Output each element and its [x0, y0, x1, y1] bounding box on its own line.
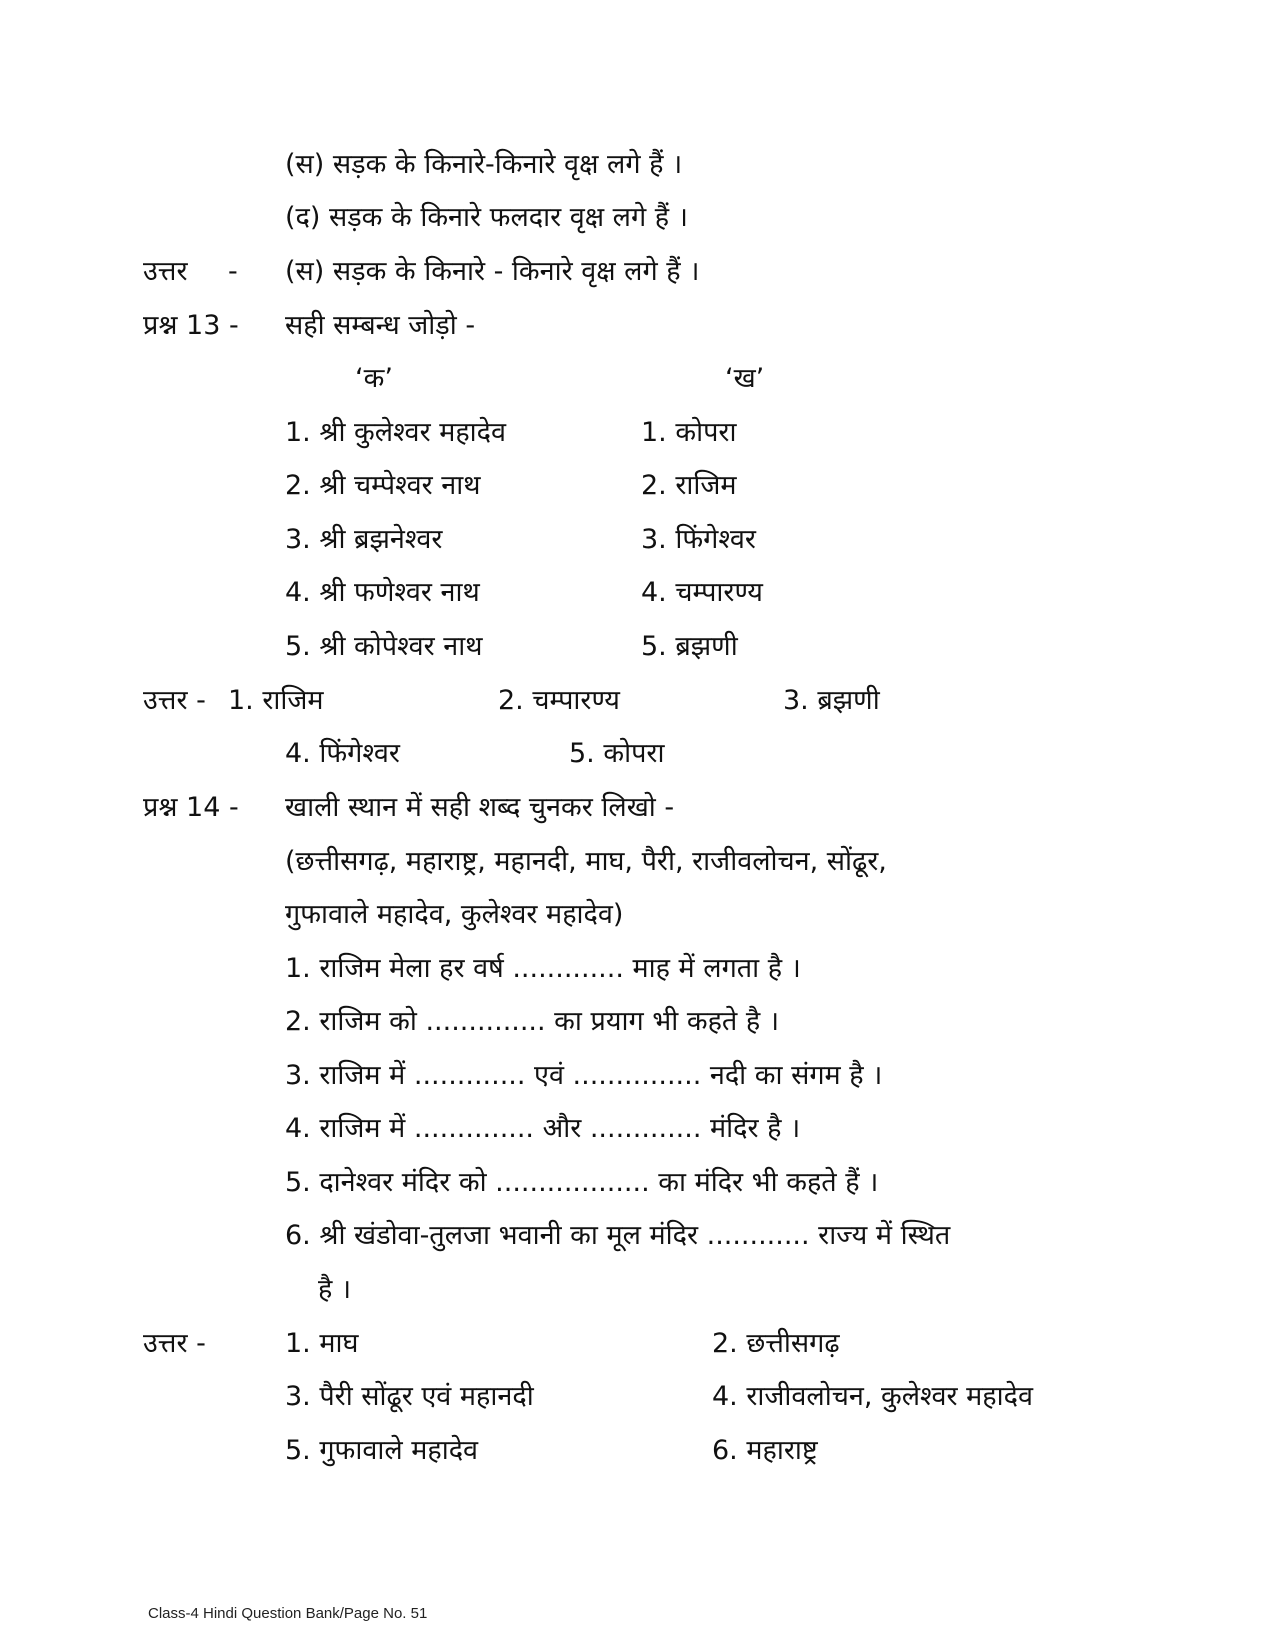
page-footer: Class-4 Hindi Question Bank/Page No. 51: [148, 1605, 428, 1622]
option-d: (द) सड़क के किनारे फलदार वृक्ष लगे हैं ।: [285, 202, 688, 233]
option-c: (स) सड़क के किनारे-किनारे वृक्ष लगे हैं ।: [285, 149, 683, 180]
answer-item: 3. पैरी सोंढूर एवं महानदी: [285, 1381, 534, 1412]
question-title: सही सम्बन्ध जोड़ो -: [285, 310, 476, 341]
question-title: खाली स्थान में सही शब्द चुनकर लिखो -: [285, 792, 675, 823]
word-bank: (छत्तीसगढ़, महाराष्ट्र, महानदी, माघ, पैरी, राजीवलोचन, सोंढूर,: [285, 846, 887, 877]
answer-item: 4. फिंगेश्वर: [285, 738, 400, 769]
column-a-item: 4. श्री फणेश्वर नाथ: [285, 577, 480, 608]
column-a-header: ‘क’: [355, 363, 393, 394]
question-label: प्रश्न 14 -: [143, 792, 239, 823]
column-b-item: 5. ब्रझणी: [641, 631, 738, 662]
question-label: प्रश्न 13 -: [143, 310, 239, 341]
answer-item: 3. ब्रझणी: [783, 685, 880, 716]
column-b-header: ‘ख’: [725, 363, 765, 394]
answer-label: उत्तर -: [143, 1328, 206, 1359]
answer-item: 6. महाराष्ट्र: [712, 1435, 818, 1466]
answer-item: 2. चम्पारण्य: [498, 685, 620, 716]
answer-label: उत्तर -: [143, 685, 206, 716]
answer-item: 5. गुफावाले महादेव: [285, 1435, 479, 1466]
answer-text: (स) सड़क के किनारे - किनारे वृक्ष लगे हैं ।: [285, 256, 700, 287]
answer-item: 1. राजिम: [228, 685, 324, 716]
column-b-item: 4. चम्पारण्य: [641, 577, 763, 608]
fill-blank-item: 4. राजिम में .............. और ............. मंदिर है ।: [285, 1113, 801, 1144]
column-a-item: 5. श्री कोपेश्वर नाथ: [285, 631, 483, 662]
answer-item: 4. राजीवलोचन, कुलेश्वर महादेव: [712, 1381, 1033, 1412]
fill-blank-item: 5. दानेश्वर मंदिर को .................. का मंदिर भी कहते हैं ।: [285, 1167, 879, 1198]
answer-item: 2. छत्तीसगढ़: [712, 1328, 840, 1359]
fill-blank-item: 3. राजिम में ............. एवं ............... नदी का संगम है ।: [285, 1060, 883, 1091]
answer-label: उत्तर: [143, 256, 188, 287]
column-a-item: 1. श्री कुलेश्वर महादेव: [285, 417, 507, 448]
fill-blank-item: 2. राजिम को .............. का प्रयाग भी कहते है ।: [285, 1006, 780, 1037]
answer-item: 1. माघ: [285, 1328, 359, 1359]
fill-blank-item: 6. श्री खंडोवा-तुलजा भवानी का मूल मंदिर ............ राज्य में स्थित: [285, 1220, 951, 1251]
fill-blank-item: 1. राजिम मेला हर वर्ष ............. माह में लगता है ।: [285, 953, 801, 984]
fill-blank-item-continuation: है ।: [318, 1274, 352, 1305]
answer-item: 5. कोपरा: [569, 738, 665, 769]
column-b-item: 1. कोपरा: [641, 417, 737, 448]
answer-dash: -: [228, 256, 238, 287]
column-a-item: 3. श्री ब्रझनेश्वर: [285, 524, 443, 555]
column-b-item: 3. फिंगेश्वर: [641, 524, 756, 555]
column-b-item: 2. राजिम: [641, 470, 737, 501]
column-a-item: 2. श्री चम्पेश्वर नाथ: [285, 470, 481, 501]
word-bank: गुफावाले महादेव, कुलेश्वर महादेव): [285, 899, 624, 930]
